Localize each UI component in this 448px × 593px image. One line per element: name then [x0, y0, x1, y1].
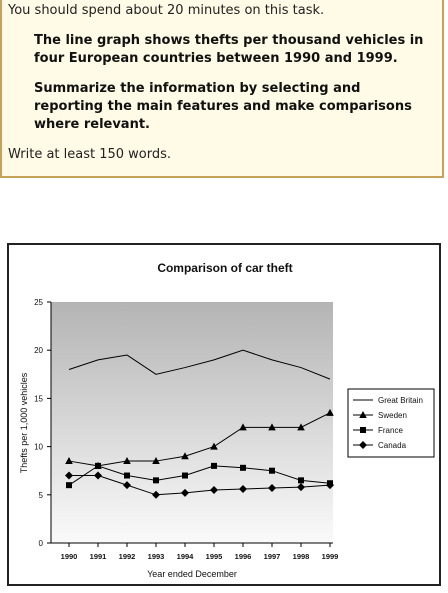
- y-tick-label: 0: [38, 539, 43, 548]
- x-tick-label: 1997: [263, 552, 281, 561]
- x-tick-label: 1995: [205, 552, 223, 561]
- legend-france-point: [360, 427, 366, 433]
- legend-label: Sweden: [378, 411, 407, 420]
- legend-label: Canada: [378, 441, 407, 450]
- france-point: [240, 465, 246, 471]
- line-chart: [9, 245, 439, 584]
- x-tick-label: 1999: [321, 552, 339, 561]
- france-point: [153, 477, 159, 483]
- france-point: [66, 482, 72, 488]
- france-point: [211, 463, 217, 469]
- y-tick-label: 20: [34, 346, 43, 356]
- y-tick-label: 25: [34, 298, 43, 307]
- x-tick-label: 1992: [118, 552, 136, 561]
- y-tick-label: 5: [38, 490, 43, 500]
- france-point: [182, 473, 188, 479]
- x-tick-label: 1996: [234, 552, 252, 561]
- x-tick-label: 1991: [89, 552, 107, 561]
- x-tick-label: 1993: [147, 552, 165, 561]
- x-tick-label: 1998: [292, 552, 310, 561]
- legend-label: Great Britain: [378, 396, 423, 405]
- task-instruction: Summarize the information by selecting and reporting the main features and make comparisons where relevant.: [34, 81, 412, 132]
- chart-title: Comparison of car theft: [157, 261, 293, 275]
- france-point: [124, 473, 130, 479]
- plot-area: [51, 302, 333, 543]
- france-point: [298, 477, 304, 483]
- y-tick-label: 15: [34, 394, 43, 404]
- y-axis-title: Thefts per 1,000 vehicles: [19, 372, 29, 474]
- chart-frame: [7, 243, 441, 586]
- y-tick-label: 10: [34, 442, 43, 452]
- legend-label: France: [378, 426, 403, 435]
- task-word-count: Write at least 150 words.: [8, 147, 172, 162]
- task-box: [0, 0, 444, 178]
- task-intro: You should spend about 20 minutes on this task.: [8, 3, 325, 18]
- task-description: The line graph shows thefts per thousand vehicles in four European countries between 1990 and 1999.: [34, 33, 424, 66]
- france-point: [95, 463, 101, 469]
- x-axis-title: Year ended December: [147, 569, 237, 579]
- x-tick-label: 1994: [176, 552, 194, 561]
- france-point: [269, 468, 275, 474]
- x-tick-label: 1990: [60, 552, 78, 561]
